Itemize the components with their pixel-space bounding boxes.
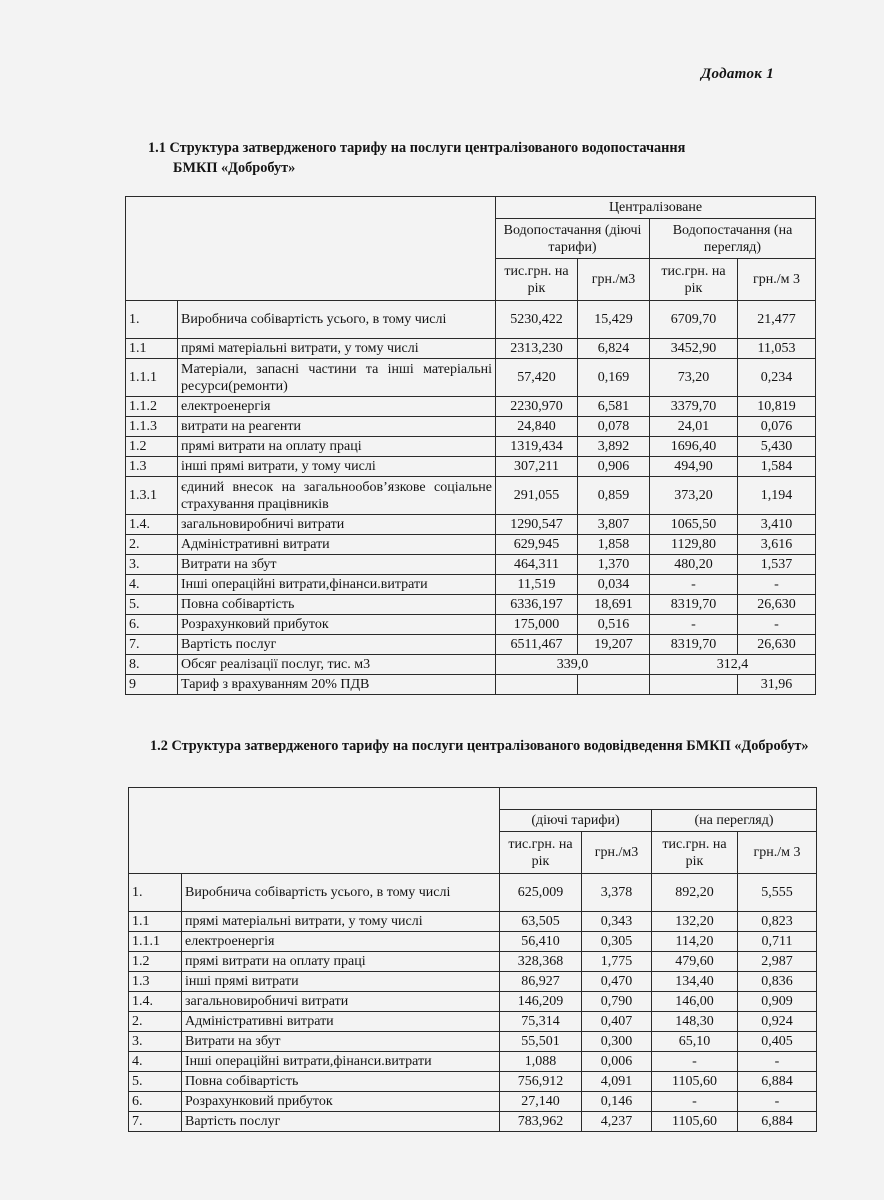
row-name-cell: єдиний внесок на загальнообов’язкове соціальне страхування працівників xyxy=(178,477,496,515)
tariff-value-cell: 31,96 xyxy=(738,675,816,695)
annual-current-cell: 11,519 xyxy=(496,575,578,595)
per-m3-current-cell: 1,858 xyxy=(578,535,650,555)
per-m3-review-cell: 0,711 xyxy=(738,932,817,952)
row-number-cell: 1.3.1 xyxy=(126,477,178,515)
annual-current-cell: 63,505 xyxy=(500,912,582,932)
per-m3-review-cell: 3,616 xyxy=(738,535,816,555)
table-body xyxy=(126,301,816,655)
annual-current-cell: 1290,547 xyxy=(496,515,578,535)
table-row xyxy=(129,874,817,912)
table-body xyxy=(129,874,817,1132)
header-unit-cell: грн./м3 xyxy=(582,832,652,874)
per-m3-current-cell: 0,169 xyxy=(578,359,650,397)
annual-current-cell: 146,209 xyxy=(500,992,582,1012)
row-number-cell: 1.4. xyxy=(126,515,178,535)
annual-review-cell: 3452,90 xyxy=(650,339,738,359)
per-m3-current-cell: 3,378 xyxy=(582,874,652,912)
row-name-cell: загальновиробничі витрати xyxy=(178,515,496,535)
per-m3-current-cell: 1,370 xyxy=(578,555,650,575)
annual-review-cell: 892,20 xyxy=(652,874,738,912)
table-row xyxy=(126,457,816,477)
table-row xyxy=(126,535,816,555)
per-m3-current-cell: 0,470 xyxy=(582,972,652,992)
annual-current-cell: 56,410 xyxy=(500,932,582,952)
annual-current-cell: 291,055 xyxy=(496,477,578,515)
annual-current-cell: 464,311 xyxy=(496,555,578,575)
row-name-cell: Розрахунковий прибуток xyxy=(178,615,496,635)
header-unit-cell: грн./м3 xyxy=(578,259,650,301)
row-number-cell: 1.1 xyxy=(129,912,182,932)
per-m3-review-cell: 21,477 xyxy=(738,301,816,339)
header-unit-cell: грн./м 3 xyxy=(738,832,817,874)
row-name-cell: прямі витрати на оплату праці xyxy=(182,952,500,972)
table-row xyxy=(126,359,816,397)
annual-review-cell: 3379,70 xyxy=(650,397,738,417)
header-unit-cell: тис.грн. на рік xyxy=(500,832,582,874)
per-m3-current-cell: 0,790 xyxy=(582,992,652,1012)
per-m3-current-cell: 0,300 xyxy=(582,1032,652,1052)
row-name-cell: Обсяг реалізації послуг, тис. м3 xyxy=(178,655,496,675)
annual-review-cell: 24,01 xyxy=(650,417,738,437)
per-m3-review-cell: 1,194 xyxy=(738,477,816,515)
header-row xyxy=(129,788,817,810)
row-number-cell: 3. xyxy=(129,1032,182,1052)
header-current-cell: Водопостачання (діючі тарифи) xyxy=(496,219,650,259)
per-m3-current-cell: 0,006 xyxy=(582,1052,652,1072)
annual-review-cell: 1105,60 xyxy=(652,1112,738,1132)
row-name-cell: Виробнича собівартість усього, в тому числі xyxy=(178,301,496,339)
row-name-cell: Розрахунковий прибуток xyxy=(182,1092,500,1112)
header-unit-cell: тис.грн. на рік xyxy=(496,259,578,301)
annual-review-cell: 480,20 xyxy=(650,555,738,575)
row-number-cell: 1.3 xyxy=(126,457,178,477)
row-name-cell: Інші операційні витрати,фінанси.витрати xyxy=(178,575,496,595)
annual-current-cell: 175,000 xyxy=(496,615,578,635)
table-row xyxy=(129,932,817,952)
table-row xyxy=(129,1052,817,1072)
header-unit-cell: грн./м 3 xyxy=(738,259,816,301)
per-m3-current-cell: 0,859 xyxy=(578,477,650,515)
row-number-cell: 9 xyxy=(126,675,178,695)
annual-current-cell: 1319,434 xyxy=(496,437,578,457)
row-name-cell: Виробнича собівартість усього, в тому числі xyxy=(182,874,500,912)
per-m3-current-cell: 0,516 xyxy=(578,615,650,635)
row-name-cell: Вартість послуг xyxy=(178,635,496,655)
header-blank-cell xyxy=(129,788,500,874)
per-m3-review-cell: 0,076 xyxy=(738,417,816,437)
annual-review-cell: - xyxy=(652,1052,738,1072)
annual-current-cell: 629,945 xyxy=(496,535,578,555)
row-name-cell: електроенергія xyxy=(182,932,500,952)
per-m3-review-cell: 0,823 xyxy=(738,912,817,932)
table-row xyxy=(129,1032,817,1052)
row-number-cell: 7. xyxy=(126,635,178,655)
row-number-cell: 1. xyxy=(126,301,178,339)
row-name-cell: прямі витрати на оплату праці xyxy=(178,437,496,457)
annual-review-cell: 8319,70 xyxy=(650,635,738,655)
annual-current-cell: 2313,230 xyxy=(496,339,578,359)
per-m3-review-cell: - xyxy=(738,1092,817,1112)
table-row xyxy=(126,515,816,535)
per-m3-review-cell: 3,410 xyxy=(738,515,816,535)
annual-review-cell: 1129,80 xyxy=(650,535,738,555)
annual-review-cell: 1065,50 xyxy=(650,515,738,535)
row-number-cell: 6. xyxy=(126,615,178,635)
per-m3-current-cell: 0,146 xyxy=(582,1092,652,1112)
annual-current-cell: 5230,422 xyxy=(496,301,578,339)
row-name-cell: Тариф з врахуванням 20% ПДВ xyxy=(178,675,496,695)
row-number-cell: 1.2 xyxy=(126,437,178,457)
annual-current-cell: 783,962 xyxy=(500,1112,582,1132)
table-row xyxy=(126,655,816,675)
header-current-cell: (діючі тарифи) xyxy=(500,810,652,832)
annual-review-cell: 6709,70 xyxy=(650,301,738,339)
per-m3-current-cell: 6,581 xyxy=(578,397,650,417)
row-name-cell: Адміністративні витрати xyxy=(178,535,496,555)
empty-cell xyxy=(578,675,650,695)
table-row xyxy=(129,1112,817,1132)
row-number-cell: 7. xyxy=(129,1112,182,1132)
per-m3-review-cell: 0,924 xyxy=(738,1012,817,1032)
per-m3-review-cell: - xyxy=(738,615,816,635)
annual-current-cell: 57,420 xyxy=(496,359,578,397)
header-review-cell: Водопостачання (на перегляд) xyxy=(650,219,816,259)
header-unit-cell: тис.грн. на рік xyxy=(652,832,738,874)
annual-review-cell: 132,20 xyxy=(652,912,738,932)
annual-current-cell: 1,088 xyxy=(500,1052,582,1072)
annual-review-cell: 494,90 xyxy=(650,457,738,477)
row-number-cell: 5. xyxy=(129,1072,182,1092)
row-number-cell: 1.2 xyxy=(129,952,182,972)
annual-current-cell: 55,501 xyxy=(500,1032,582,1052)
per-m3-review-cell: 10,819 xyxy=(738,397,816,417)
per-m3-current-cell: 0,407 xyxy=(582,1012,652,1032)
header-blank-cell xyxy=(126,197,496,301)
row-name-cell: Адміністративні витрати xyxy=(182,1012,500,1032)
row-name-cell: витрати на реагенти xyxy=(178,417,496,437)
annual-review-cell: - xyxy=(650,615,738,635)
per-m3-review-cell: 1,584 xyxy=(738,457,816,477)
per-m3-current-cell: 4,091 xyxy=(582,1072,652,1092)
annual-current-cell: 328,368 xyxy=(500,952,582,972)
table-row xyxy=(126,417,816,437)
section-1-title-line2: БМКП «Добробут» xyxy=(173,160,296,176)
table-row xyxy=(129,972,817,992)
per-m3-current-cell: 3,807 xyxy=(578,515,650,535)
per-m3-current-cell: 19,207 xyxy=(578,635,650,655)
per-m3-review-cell: 26,630 xyxy=(738,635,816,655)
volume-current-cell: 339,0 xyxy=(496,655,650,675)
annual-current-cell: 86,927 xyxy=(500,972,582,992)
annual-review-cell: 114,20 xyxy=(652,932,738,952)
header-group-cell: Централізоване xyxy=(496,197,816,219)
row-name-cell: Витрати на збут xyxy=(178,555,496,575)
row-number-cell: 5. xyxy=(126,595,178,615)
row-number-cell: 4. xyxy=(129,1052,182,1072)
row-number-cell: 1. xyxy=(129,874,182,912)
empty-cell xyxy=(496,675,578,695)
annual-current-cell: 24,840 xyxy=(496,417,578,437)
row-number-cell: 4. xyxy=(126,575,178,595)
appendix-label: Додаток 1 xyxy=(700,66,774,82)
table-row xyxy=(126,615,816,635)
row-number-cell: 1.1.2 xyxy=(126,397,178,417)
annual-review-cell: - xyxy=(652,1092,738,1112)
per-m3-review-cell: 11,053 xyxy=(738,339,816,359)
per-m3-current-cell: 0,906 xyxy=(578,457,650,477)
row-number-cell: 2. xyxy=(126,535,178,555)
per-m3-review-cell: 5,555 xyxy=(738,874,817,912)
per-m3-current-cell: 15,429 xyxy=(578,301,650,339)
row-number-cell: 1.1.1 xyxy=(126,359,178,397)
header-row xyxy=(126,197,816,219)
per-m3-current-cell: 1,775 xyxy=(582,952,652,972)
table-row xyxy=(129,912,817,932)
per-m3-review-cell: 0,836 xyxy=(738,972,817,992)
annual-current-cell: 2230,970 xyxy=(496,397,578,417)
per-m3-review-cell: 1,537 xyxy=(738,555,816,575)
row-number-cell: 1.1 xyxy=(126,339,178,359)
table-row xyxy=(126,301,816,339)
per-m3-review-cell: 2,987 xyxy=(738,952,817,972)
table-row xyxy=(126,575,816,595)
table-row xyxy=(126,437,816,457)
row-name-cell: загальновиробничі витрати xyxy=(182,992,500,1012)
annual-current-cell: 756,912 xyxy=(500,1072,582,1092)
per-m3-review-cell: 6,884 xyxy=(738,1112,817,1132)
row-name-cell: інші прямі витрати, у тому числі xyxy=(178,457,496,477)
per-m3-current-cell: 0,305 xyxy=(582,932,652,952)
table-row xyxy=(126,675,816,695)
annual-review-cell: 146,00 xyxy=(652,992,738,1012)
row-number-cell: 3. xyxy=(126,555,178,575)
per-m3-review-cell: - xyxy=(738,1052,817,1072)
annual-review-cell: 1105,60 xyxy=(652,1072,738,1092)
annual-review-cell: - xyxy=(650,575,738,595)
volume-review-cell: 312,4 xyxy=(650,655,816,675)
row-name-cell: прямі матеріальні витрати, у тому числі xyxy=(182,912,500,932)
annual-review-cell: 8319,70 xyxy=(650,595,738,615)
row-name-cell: електроенергія xyxy=(178,397,496,417)
table-row xyxy=(129,1012,817,1032)
row-name-cell: інші прямі витрати xyxy=(182,972,500,992)
annual-current-cell: 6336,197 xyxy=(496,595,578,615)
section-2-title: 1.2 Структура затвердженого тарифу на послуги централізованого водовідведення БМКП «Добробут» xyxy=(150,738,809,754)
water-supply-tariff-table xyxy=(125,196,816,695)
annual-review-cell: 1696,40 xyxy=(650,437,738,457)
table-row xyxy=(126,595,816,615)
per-m3-current-cell: 0,343 xyxy=(582,912,652,932)
annual-current-cell: 6511,467 xyxy=(496,635,578,655)
annual-review-cell: 373,20 xyxy=(650,477,738,515)
header-blank-group-cell xyxy=(500,788,817,810)
annual-review-cell: 65,10 xyxy=(652,1032,738,1052)
row-number-cell: 2. xyxy=(129,1012,182,1032)
annual-review-cell: 148,30 xyxy=(652,1012,738,1032)
header-unit-cell: тис.грн. на рік xyxy=(650,259,738,301)
table-row xyxy=(129,952,817,972)
table-row xyxy=(129,1092,817,1112)
per-m3-current-cell: 6,824 xyxy=(578,339,650,359)
row-name-cell: Вартість послуг xyxy=(182,1112,500,1132)
row-number-cell: 1.1.3 xyxy=(126,417,178,437)
per-m3-review-cell: 0,405 xyxy=(738,1032,817,1052)
per-m3-current-cell: 0,078 xyxy=(578,417,650,437)
row-name-cell: Повна собівартість xyxy=(178,595,496,615)
per-m3-current-cell: 18,691 xyxy=(578,595,650,615)
annual-current-cell: 307,211 xyxy=(496,457,578,477)
table-row xyxy=(129,1072,817,1092)
row-number-cell: 1.1.1 xyxy=(129,932,182,952)
water-disposal-tariff-table xyxy=(128,787,817,1132)
row-name-cell: прямі матеріальні витрати, у тому числі xyxy=(178,339,496,359)
row-number-cell: 1.4. xyxy=(129,992,182,1012)
row-name-cell: Повна собівартість xyxy=(182,1072,500,1092)
annual-review-cell: 479,60 xyxy=(652,952,738,972)
per-m3-current-cell: 4,237 xyxy=(582,1112,652,1132)
annual-review-cell: 134,40 xyxy=(652,972,738,992)
annual-current-cell: 625,009 xyxy=(500,874,582,912)
table-row xyxy=(126,477,816,515)
annual-review-cell: 73,20 xyxy=(650,359,738,397)
per-m3-review-cell: 6,884 xyxy=(738,1072,817,1092)
empty-cell xyxy=(650,675,738,695)
section-1-title-line1: 1.1 Структура затвердженого тарифу на послуги централізованого водопостачання xyxy=(148,140,686,156)
row-name-cell: Інші операційні витрати,фінанси.витрати xyxy=(182,1052,500,1072)
annual-current-cell: 27,140 xyxy=(500,1092,582,1112)
per-m3-review-cell: 5,430 xyxy=(738,437,816,457)
row-number-cell: 1.3 xyxy=(129,972,182,992)
per-m3-current-cell: 0,034 xyxy=(578,575,650,595)
per-m3-current-cell: 3,892 xyxy=(578,437,650,457)
table-row xyxy=(126,397,816,417)
per-m3-review-cell: 0,909 xyxy=(738,992,817,1012)
per-m3-review-cell: 0,234 xyxy=(738,359,816,397)
per-m3-review-cell: 26,630 xyxy=(738,595,816,615)
section-1-title xyxy=(148,138,768,178)
annual-current-cell: 75,314 xyxy=(500,1012,582,1032)
per-m3-review-cell: - xyxy=(738,575,816,595)
table-row xyxy=(126,339,816,359)
table-row xyxy=(126,635,816,655)
row-number-cell: 8. xyxy=(126,655,178,675)
table-row xyxy=(129,992,817,1012)
row-name-cell: Матеріали, запасні частини та інші матеріальні ресурси(ремонти) xyxy=(178,359,496,397)
table-row xyxy=(126,555,816,575)
row-number-cell: 6. xyxy=(129,1092,182,1112)
header-review-cell: (на перегляд) xyxy=(652,810,817,832)
row-name-cell: Витрати на збут xyxy=(182,1032,500,1052)
